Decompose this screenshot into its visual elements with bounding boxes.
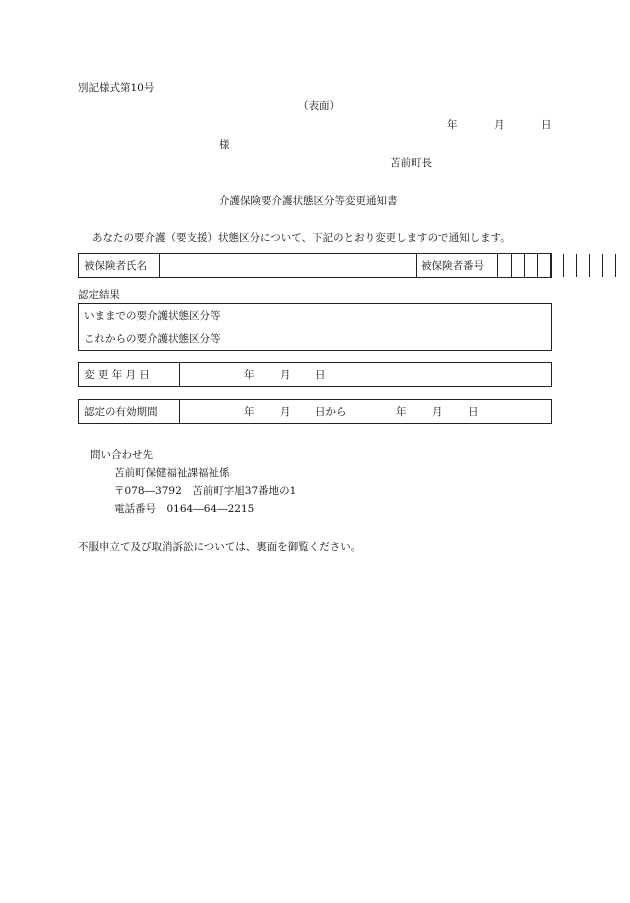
date-day-field[interactable]: 日 [541, 119, 552, 131]
document-title: 介護保険要介護状態区分等変更通知書 [219, 195, 398, 207]
date-year-field[interactable]: 年 [447, 119, 458, 131]
validity-end-year: 年 [396, 406, 407, 418]
contact-phone: 電話番号 0164―64―2215 [114, 503, 255, 515]
change-date-label: 変 更 年 月 日 [84, 369, 150, 381]
side-label: （表面） [298, 100, 340, 112]
contact-heading: 問い合わせ先 [90, 449, 153, 461]
contact-address: 〒078―3792 苫前町字旭37番地の1 [114, 485, 297, 497]
change-date-day: 日 [315, 369, 326, 381]
addressee-suffix: 様 [219, 139, 230, 151]
validity-start-day: 日から [315, 406, 347, 418]
change-date-year: 年 [244, 369, 255, 381]
footer-note: 不服申立て及び取消訴訟については、裏面を御覧ください。 [78, 541, 362, 553]
certification-before-label: いままでの要介護状態区分等 [84, 310, 221, 322]
certification-result-box [78, 303, 552, 351]
certification-heading: 認定結果 [78, 289, 120, 301]
insured-name-label: 被保険者氏名 [84, 260, 147, 272]
date-month-field[interactable]: 月 [494, 119, 505, 131]
validity-end-month: 月 [432, 406, 443, 418]
validity-period-field[interactable] [180, 400, 551, 423]
insured-name-field[interactable] [160, 254, 416, 277]
change-date-field[interactable] [180, 363, 551, 386]
validity-period-label: 認定の有効期間 [84, 406, 158, 418]
insured-number-field[interactable] [498, 254, 551, 277]
validity-start-month: 月 [280, 406, 291, 418]
contact-department: 苫前町保健福祉課福祉係 [114, 467, 230, 479]
validity-period-row [78, 399, 552, 424]
change-date-month: 月 [280, 369, 291, 381]
form-number: 別記様式第10号 [78, 82, 155, 94]
insured-number-label: 被保険者番号 [421, 260, 484, 272]
intro-text: あなたの要介護（要支援）状態区分について、下記のとおり変更しますので通知します。 [92, 232, 511, 244]
validity-start-year: 年 [244, 406, 255, 418]
issuer: 苫前町長 [390, 157, 432, 169]
validity-end-day: 日 [468, 406, 479, 418]
certification-before-field[interactable] [239, 306, 547, 326]
certification-after-field[interactable] [239, 329, 547, 349]
insured-person-row [78, 253, 552, 278]
change-date-row [78, 362, 552, 387]
certification-after-label: これからの要介護状態区分等 [84, 333, 221, 345]
